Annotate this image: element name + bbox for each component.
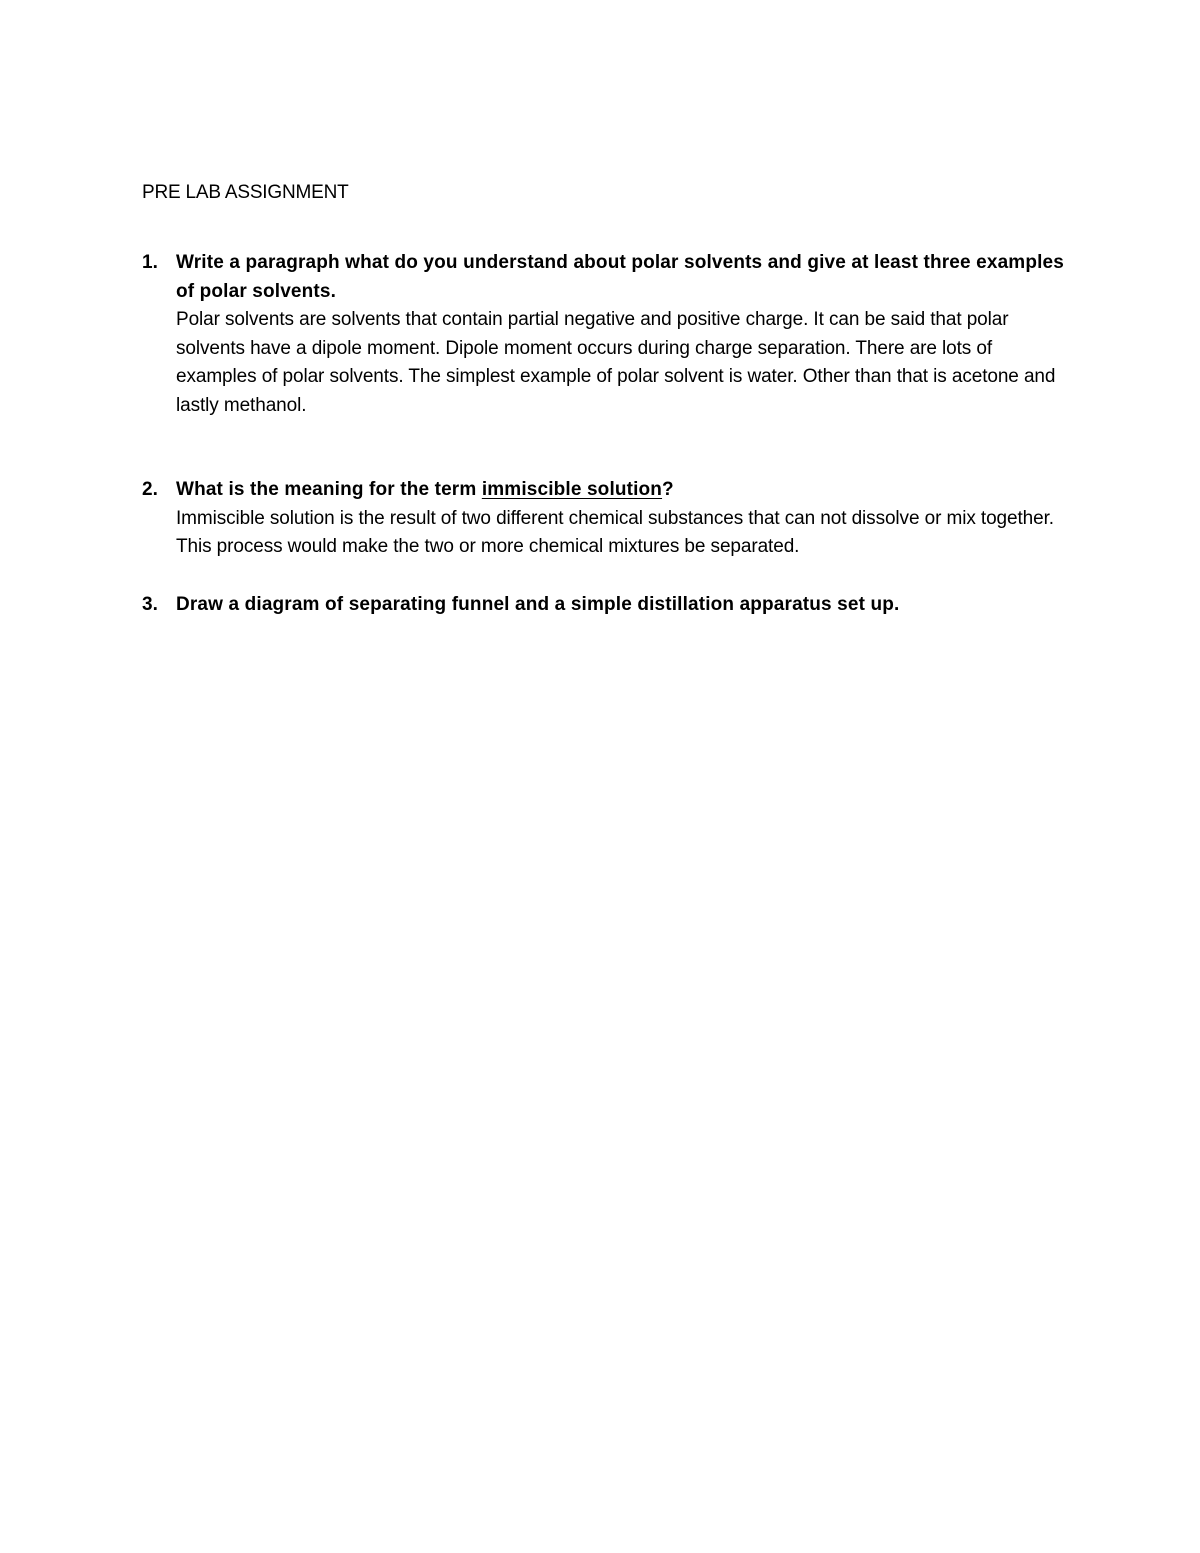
question-number: 3. [142,594,158,615]
prompt-text: What is the meaning for the term [176,479,482,500]
question-3 [142,591,1072,620]
underlined-term: immiscible solution [481,479,663,500]
question-2 [142,476,1072,562]
question-number: 1. [142,252,158,273]
question-prompt: Write a paragraph what do you understand about polar solvents and give at least three examples of polar solvents. [176,252,1064,302]
page-title: PRE LAB ASSIGNMENT [142,182,349,203]
question-1 [142,249,1072,421]
question-content [176,476,1072,562]
question-number: 2. [142,479,158,500]
prompt-punctuation: ? [662,479,674,500]
question-prompt [176,476,1072,505]
question-answer: Immiscible solution is the result of two different chemical substances that can not dissolve or mix together. This process would make the two or more chemical mixtures be separated. [176,507,1054,558]
question-prompt: Draw a diagram of separating funnel and a simple distillation apparatus set up. [176,594,900,615]
question-content [176,249,1072,421]
question-content [176,591,1072,620]
question-answer: Polar solvents are solvents that contain partial negative and positive charge. It can be said that polar solvents have a dipole moment. Dipole moment occurs during charge separation. There are lots of examples of polar solvents. The simplest example of polar solvent is water. Other than that is acetone and lastly methanol. [176,309,1056,416]
